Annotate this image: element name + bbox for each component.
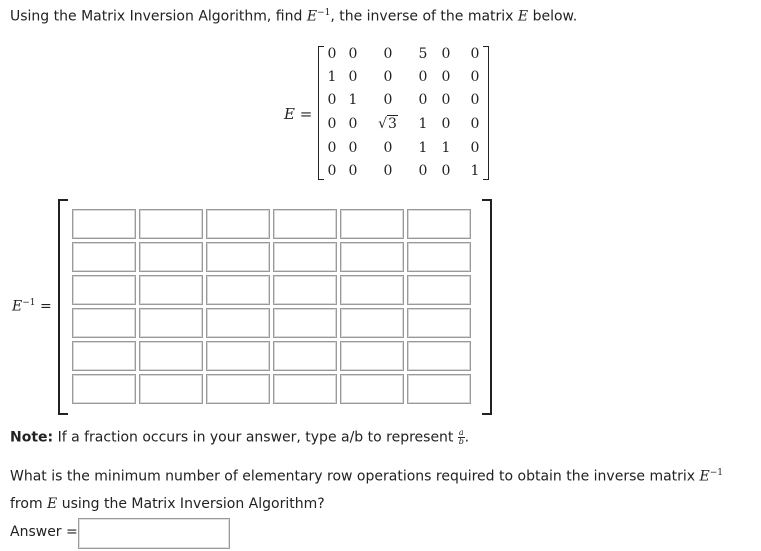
inverse-entry-input[interactable] [273,242,337,272]
inverse-entry-input[interactable] [407,209,471,239]
symbol-e: E [284,105,295,123]
superscript: −1 [317,8,331,18]
question-prefix: Using the Matrix Inversion Algorithm, find [10,8,307,25]
sqrt-sign: √ [378,116,387,132]
inverse-entry-input[interactable] [206,209,270,239]
question-text [10,8,577,25]
matrix-e-cell: 0 [348,69,358,85]
matrix-e-cell: 1 [441,140,451,156]
symbol-e: E [47,495,58,512]
question-middle: , the inverse of the matrix [330,8,518,25]
inverse-label [12,298,52,315]
question2-text [10,460,750,518]
inverse-entry-input[interactable] [340,374,404,404]
matrix-e-cell: 0 [327,92,337,108]
matrix-e [318,46,489,180]
inverse-entry-input[interactable] [72,341,136,371]
note-label: Note: [10,429,54,446]
inverse-entry-input[interactable] [407,242,471,272]
matrix-e-cell: 0 [441,163,451,179]
inverse-entry-input[interactable] [273,275,337,305]
inverse-entry-input[interactable] [206,308,270,338]
inverse-entry-input[interactable] [72,242,136,272]
inverse-entry-input[interactable] [273,209,337,239]
equals-sign: = [294,105,313,123]
matrix-e-cell: 0 [441,92,451,108]
inverse-entry-input[interactable] [72,209,136,239]
inverse-entry-input[interactable] [273,308,337,338]
inverse-entry-input[interactable] [340,308,404,338]
inverse-entry-input[interactable] [72,308,136,338]
matrix-e-cell: 0 [327,140,337,156]
matrix-e-cell: 0 [383,92,393,108]
equals-sign: = [35,298,52,315]
question-suffix: below. [528,8,578,25]
matrix-e-cell: 0 [418,92,428,108]
inverse-entry-input[interactable] [273,341,337,371]
matrix-e-cell: 1 [470,163,480,179]
inverse-entry-input[interactable] [72,374,136,404]
fraction-numerator: a [458,428,464,437]
matrix-e-cell: 1 [327,69,337,85]
question2-prefix: What is the minimum number of elementary row operations required to obtain the inverse matrix [10,468,700,485]
inverse-entry-input[interactable] [273,374,337,404]
answer-label: Answer = [10,524,78,540]
inverse-entry-input[interactable] [206,275,270,305]
matrix-e-cell: 0 [470,69,480,85]
note-end: . [464,429,470,446]
matrix-e-cell: 0 [470,116,480,132]
matrix-e-cell: 0 [470,92,480,108]
inverse-entry-input[interactable] [407,374,471,404]
inverse-entry-input[interactable] [206,341,270,371]
note-text [10,429,469,446]
matrix-e-cell: 0 [383,163,393,179]
matrix-e-cell: 0 [348,46,358,62]
matrix-e-cell: 0 [348,116,358,132]
matrix-e-cell: 1 [418,116,428,132]
inverse-entry-input[interactable] [139,374,203,404]
matrix-e-cell: 0 [470,140,480,156]
superscript: −1 [22,298,36,308]
fraction-denominator: b [458,437,464,446]
symbol-e: E [306,8,318,25]
superscript: −1 [709,468,724,478]
fraction-a-over-b [458,429,465,446]
inverse-entry-input[interactable] [340,242,404,272]
matrix-e-cell: 0 [327,116,337,132]
matrix-e-cell: 0 [348,140,358,156]
inverse-entry-input[interactable] [72,275,136,305]
matrix-e-cell: 0 [441,69,451,85]
inverse-entry-input[interactable] [139,242,203,272]
inverse-entry-input[interactable] [139,341,203,371]
matrix-e-cell: 0 [383,46,393,62]
matrix-e-cell: 0 [418,163,428,179]
inverse-entry-input[interactable] [407,341,471,371]
inverse-entry-input[interactable] [139,209,203,239]
symbol-e: E [517,8,529,25]
inverse-entry-input[interactable] [206,374,270,404]
matrix-e-cell: 5 [418,46,428,62]
answer-input[interactable] [78,518,230,549]
inverse-entry-input[interactable] [407,275,471,305]
inverse-entry-input[interactable] [139,275,203,305]
matrix-e-cell: 0 [441,116,451,132]
matrix-e-cell: 0 [327,46,337,62]
inverse-entry-input[interactable] [139,308,203,338]
inverse-entry-input[interactable] [206,242,270,272]
question2-middle: from [10,495,48,512]
matrix-e-cell: 0 [383,69,393,85]
inverse-entry-input[interactable] [340,341,404,371]
inverse-entry-input[interactable] [340,275,404,305]
matrix-e-cell: 0 [441,46,451,62]
sqrt-radicand: 3 [388,116,397,132]
symbol-e: E [12,298,23,315]
matrix-e-cell: 0 [348,163,358,179]
sqrt-expression [378,116,398,132]
matrix-e-cell: 0 [327,163,337,179]
question2-suffix: using the Matrix Inversion Algorithm? [57,495,325,512]
matrix-e-label [284,105,312,123]
inverse-matrix-grid [72,209,471,404]
note-body: If a fraction occurs in your answer, type a/b to represent [53,429,458,446]
matrix-e-cell: 1 [418,140,428,156]
matrix-e-cell: 0 [418,69,428,85]
symbol-e: E [699,468,710,485]
matrix-e-cell [378,116,398,132]
matrix-e-cell: 0 [383,140,393,156]
matrix-e-cell: 0 [470,46,480,62]
inverse-entry-input[interactable] [340,209,404,239]
matrix-e-cell: 1 [348,92,358,108]
inverse-entry-input[interactable] [407,308,471,338]
